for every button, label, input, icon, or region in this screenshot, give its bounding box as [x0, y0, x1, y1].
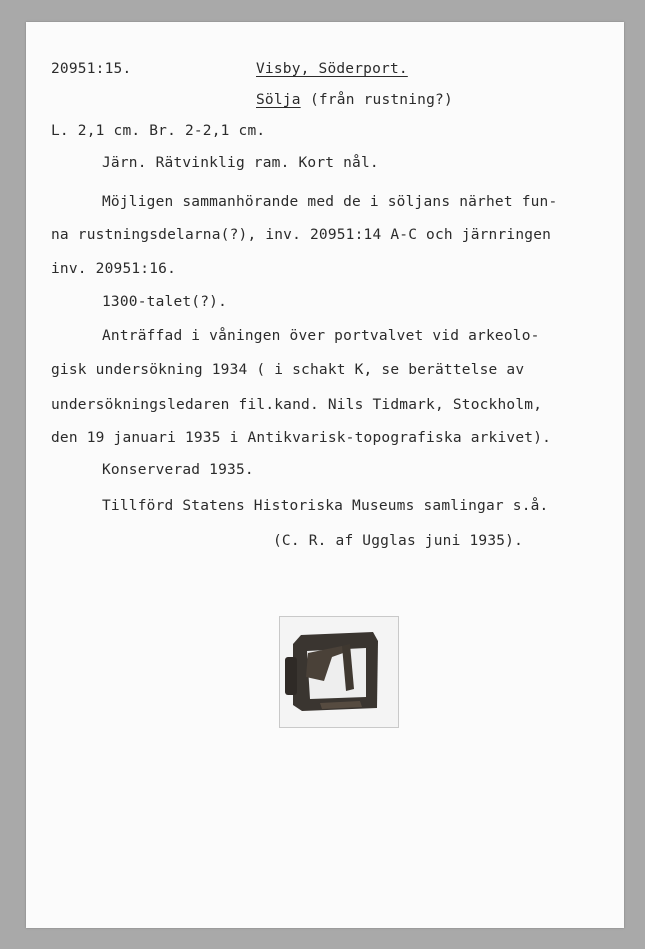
description-line-2: na rustningsdelarna(?), inv. 20951:14 A-C och järnringen [51, 227, 552, 243]
find-line-1: Anträffad i våningen över portvalvet vid arkeolo- [102, 328, 540, 344]
find-line-3: undersökningsledaren fil.kand. Nils Tidmark, Stockholm, [51, 397, 543, 413]
description-line-3: inv. 20951:16. [51, 261, 177, 277]
description-line-1: Möjligen sammanhörande med de i söljans närhet fun- [102, 194, 558, 210]
location-heading: Visby, Söderport. [256, 61, 408, 77]
acquisition-line: Tillförd Statens Historiska Museums samlingar s.å. [102, 498, 549, 514]
find-line-4: den 19 januari 1935 i Antikvarisk-topografiska arkivet). [51, 430, 552, 446]
buckle-photo [279, 616, 399, 728]
find-line-2: gisk undersökning 1934 ( i schakt K, se berättelse av [51, 362, 525, 378]
signature-line: (C. R. af Ugglas juni 1935). [273, 533, 524, 549]
inventory-number: 20951:15. [51, 61, 132, 77]
dimensions-line: L. 2,1 cm. Br. 2-2,1 cm. [51, 123, 266, 139]
iron-buckle-icon [280, 617, 398, 727]
object-note: (från rustning?) [310, 92, 453, 108]
material-line: Järn. Rätvinklig ram. Kort nål. [102, 155, 379, 171]
dating-line: 1300-talet(?). [102, 294, 228, 310]
conservation-line: Konserverad 1935. [102, 462, 254, 478]
object-name: Sölja [256, 92, 301, 108]
